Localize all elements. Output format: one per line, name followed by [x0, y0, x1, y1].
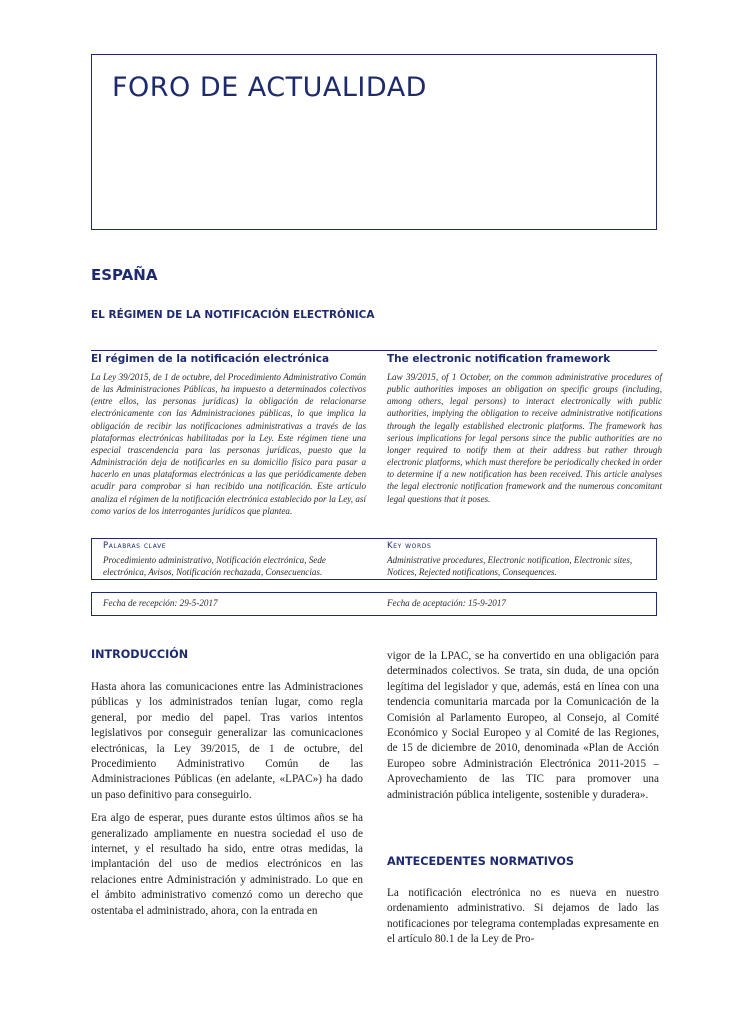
accepted-date: Fecha de aceptación: 15-9-2017 — [387, 598, 506, 608]
abstract-top-rule — [91, 350, 657, 351]
keywords-en-text: Administrative procedures, Electronic notification, Electronic sites, Notices, Rejected notifications, Consequences. — [387, 555, 633, 577]
intro-paragraph-2: Era algo de esperar, pues durante estos últimos años se ha generalizado ampliamente en nuestra sociedad el uso de internet, y el resultado ha sido, entre otras medidas, la implantación del uso de medios electrónicos en las relaciones entre Administración y administrado. Lo que en el ámbito administrativo comenzó como un derecho que ostentaba el administrado, ahora, con la entrada en — [91, 812, 363, 917]
abstract-en-title: The electronic notification framework — [387, 353, 611, 365]
right-paragraph-1: vigor de la LPAC, se ha convertido en una obligación para determinados colectivos. Se trata, sin duda, de una opción legítima del legislador y que, además, está en línea con una tendencia comunitaria marcada por la Comunicación de la Comisión al Parlamento Europeo, al Consejo, al Comité Económico y Social Europeo y al Comité de las Regiones, de 15 de diciembre de 2010, denominada «Plan de Acción Europeo sobre Administración Electrónica 2011-2015 – Aprovechamiento de las TIC para promover una administración pública inteligente, sostenible y duradera». — [387, 650, 659, 801]
antecedentes-heading: ANTECEDENTES NORMATIVOS — [387, 855, 574, 868]
right-column-bottom — [387, 886, 659, 948]
intro-column — [91, 680, 363, 919]
keywords-es-label: Palabras clave — [103, 541, 167, 551]
keywords-es-text: Procedimiento administrativo, Notificación electrónica, Sede electrónica, Avisos, Notificación rechazada, Consecuencias. — [103, 555, 326, 577]
abstract-es-title: El régimen de la notificación electrónica — [91, 353, 330, 365]
keywords-en-label: Key words — [387, 541, 432, 551]
received-date: Fecha de recepción: 29-5-2017 — [103, 598, 218, 608]
right-paragraph-2: La notificación electrónica no es nueva en nuestro ordenamiento administrativo. Si dejamos de lado las notificaciones por telegrama contempladas expresamente en el artículo 80.1 de la Ley de Pro- — [387, 887, 659, 946]
journal-section-title: FORO DE ACTUALIDAD — [112, 72, 427, 103]
intro-heading: INTRODUCCIÓN — [91, 648, 189, 661]
abstract-en-text: Law 39/2015, of 1 October, on the common administrative procedures of public authorities imposes an obligation on specific groups (including, among others, legal persons) to interact electronically with public authorities, implying the obligation to receive administrative notifications through the legally established electronic platforms. The framework has serious implications for legal persons since the public authorities are no longer required to notify them at their address but rather through electronic platforms, which must therefore be periodically checked in order to determine if a new notification has been received. This article analyses the legal electronic notification framework and the numerous concomitant legal questions that it poses. — [387, 372, 662, 504]
country-heading: ESPAÑA — [91, 266, 158, 284]
article-title: EL RÉGIMEN DE LA NOTIFICACIÓN ELECTRÓNICA — [91, 309, 375, 321]
abstract-es-text: La Ley 39/2015, de 1 de octubre, del Procedimiento Administrativo Común de las Administraciones Públicas, ha impuesto a determinados colectivos (entre ellos, las personas jurídicas) la obligación de relacionarse electrónicamente con las Administraciones públicas, lo que implica la obligación de recibir las notificaciones administrativas a través de las plataformas electrónicas habilitadas por la Ley. Este régimen tiene una especial trascendencia para las personas jurídicas, puesto que la Administración deja de notificarles en su domicilio físico para pasar a hacerlo en unas plataformas electrónicas a las que periódicamente deben acudir para comprobar si han recibido una notificación. Este artículo analiza el régimen de la notificación electrónica establecido por la Ley, así como varios de los interrogantes jurídicos que plantea. — [91, 372, 366, 516]
right-column-top — [387, 649, 659, 803]
intro-paragraph-1: Hasta ahora las comunicaciones entre las Administraciones públicas y los administrados tenían lugar, como regla general, por medio del papel. Tras varios intentos legislativos por conseguir generalizar las comunicaciones electrónicas, la Ley 39/2015, de 1 de octubre, del Procedimiento Administrativo Común de las Administraciones Públicas (en adelante, «LPAC») ha dado un paso definitivo para conseguirlo. — [91, 681, 363, 801]
